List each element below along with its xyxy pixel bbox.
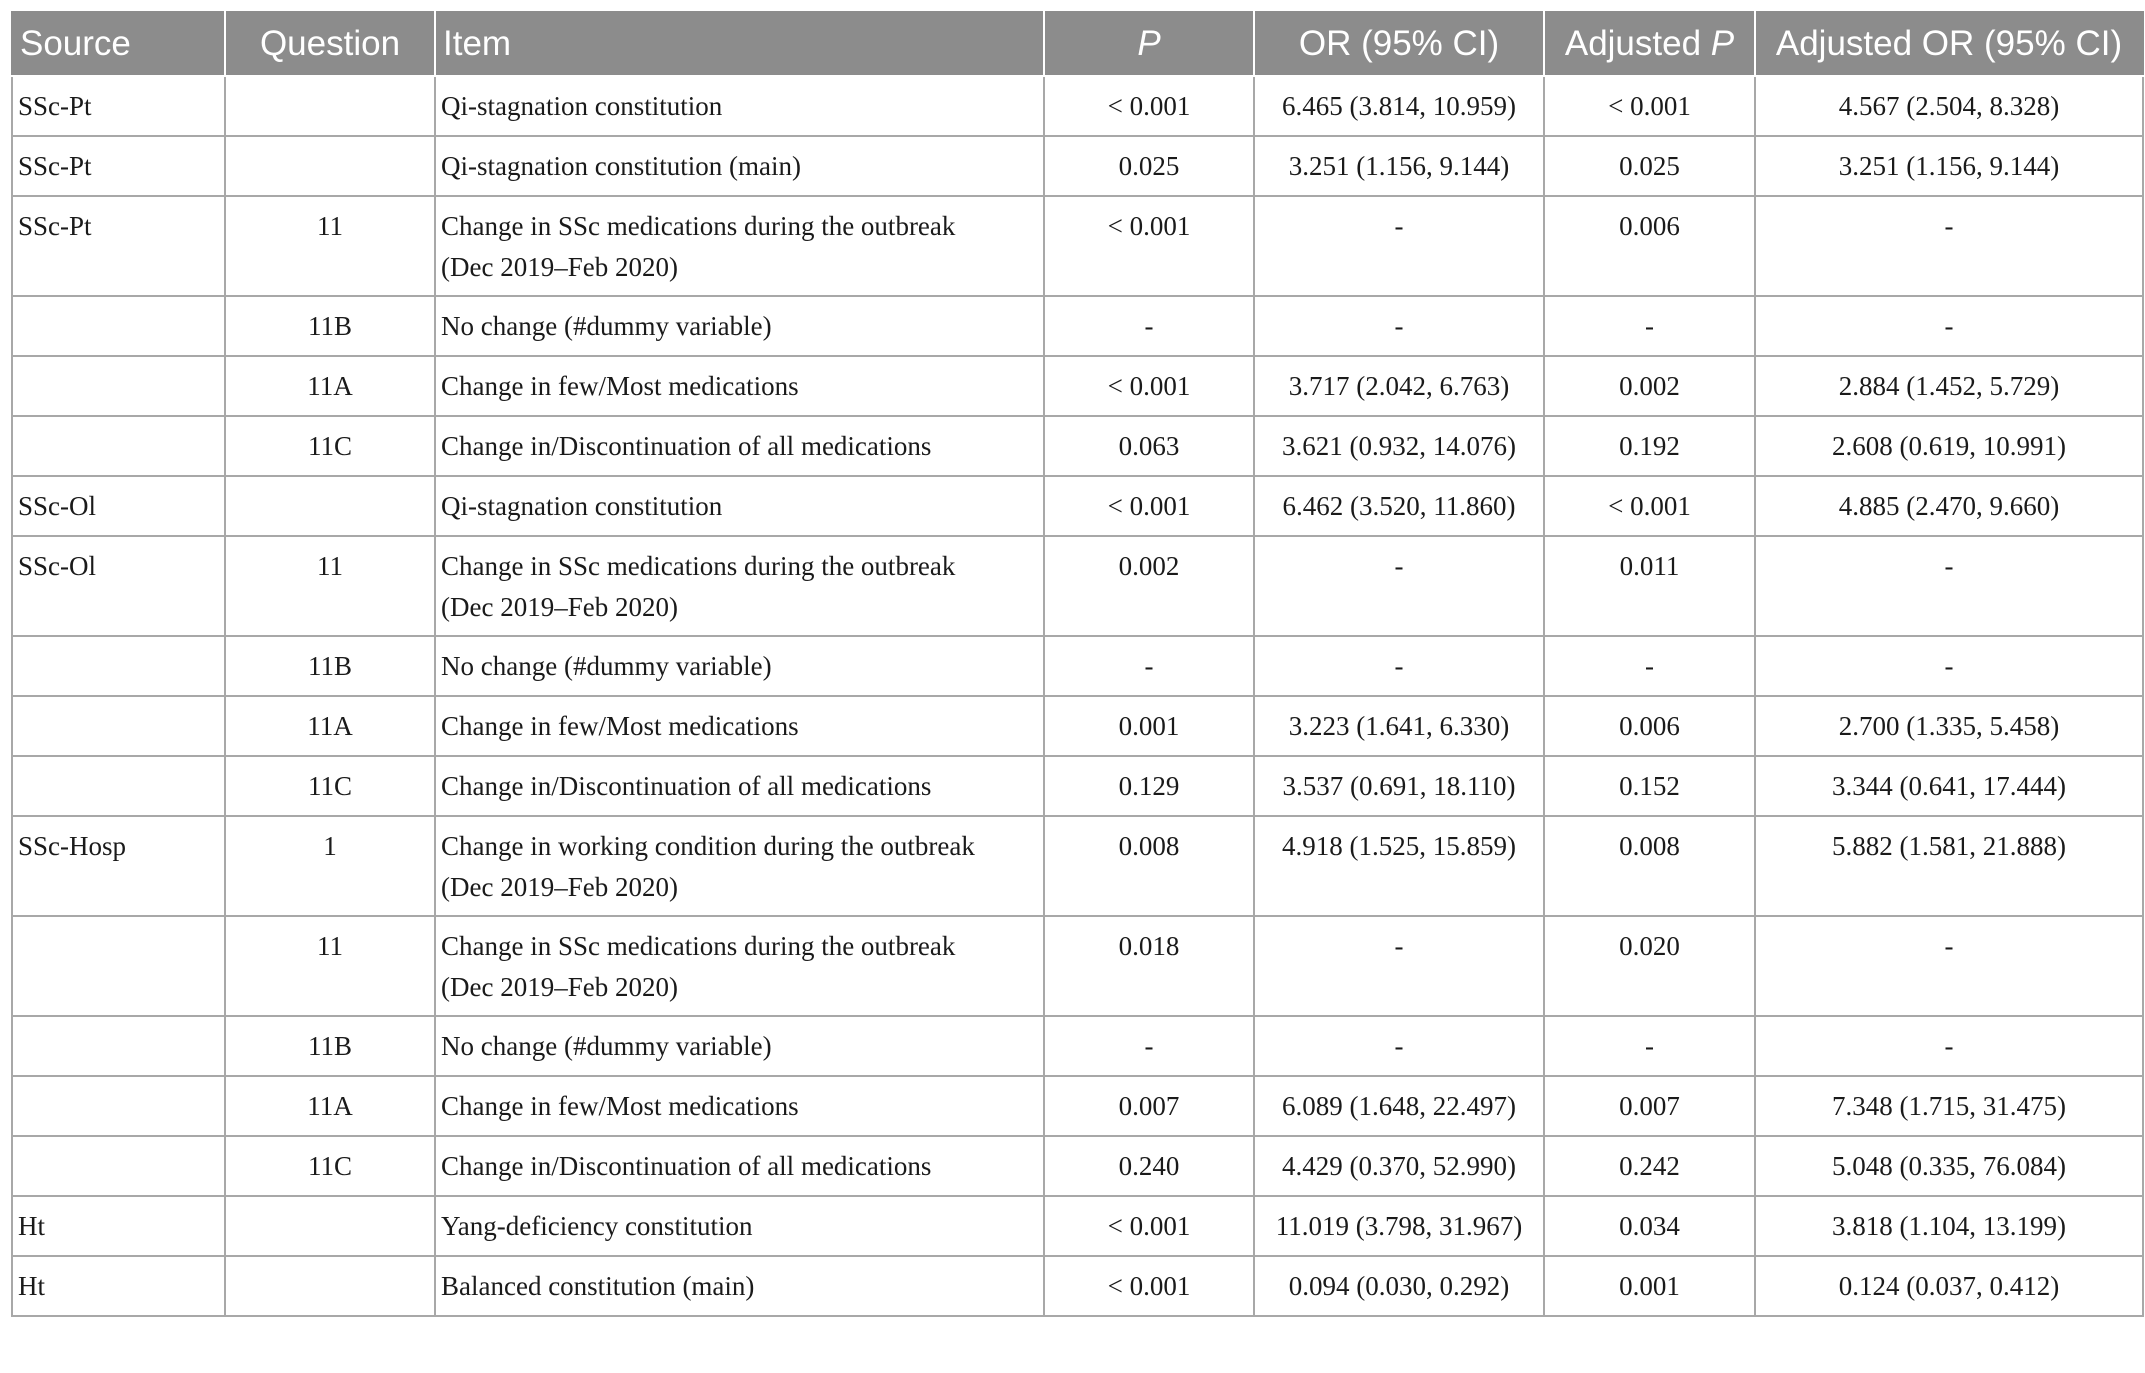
cell-question (225, 1256, 435, 1316)
item-text: Change in/Discontinuation of all medications (441, 1151, 932, 1181)
cell-or: 6.089 (1.648, 22.497) (1254, 1076, 1544, 1136)
cell-or: 0.094 (0.030, 0.292) (1254, 1256, 1544, 1316)
cell-question (225, 136, 435, 196)
cell-item (435, 136, 1044, 196)
cell-p: 0.063 (1044, 416, 1254, 476)
table-row (12, 296, 2143, 356)
cell-adjusted-or: 3.251 (1.156, 9.144) (1755, 136, 2143, 196)
table-body (12, 76, 2143, 1316)
cell-p: - (1044, 636, 1254, 696)
cell-question (225, 476, 435, 536)
cell-question: 1 (225, 816, 435, 916)
table-row (12, 816, 2143, 916)
table-row (12, 756, 2143, 816)
cell-adjusted-or: - (1755, 916, 2143, 1016)
cell-adjusted-or: 2.608 (0.619, 10.991) (1755, 416, 2143, 476)
cell-adjusted-p: 0.002 (1544, 356, 1755, 416)
cell-or: 11.019 (3.798, 31.967) (1254, 1196, 1544, 1256)
cell-adjusted-p: 0.008 (1544, 816, 1755, 916)
cell-question: 11 (225, 916, 435, 1016)
cell-or: 3.251 (1.156, 9.144) (1254, 136, 1544, 196)
cell-source (12, 636, 225, 696)
cell-question: 11C (225, 756, 435, 816)
table-header (12, 12, 2143, 76)
cell-adjusted-p: 0.034 (1544, 1196, 1755, 1256)
cell-p: < 0.001 (1044, 1196, 1254, 1256)
cell-question (225, 1196, 435, 1256)
cell-question: 11A (225, 1076, 435, 1136)
cell-source (12, 1136, 225, 1196)
item-text: No change (#dummy variable) (441, 311, 772, 341)
cell-adjusted-p: 0.152 (1544, 756, 1755, 816)
cell-adjusted-or: 4.567 (2.504, 8.328) (1755, 76, 2143, 136)
table-row (12, 636, 2143, 696)
cell-item (435, 636, 1044, 696)
cell-adjusted-p: 0.001 (1544, 1256, 1755, 1316)
item-text: Qi-stagnation constitution (main) (441, 151, 801, 181)
cell-adjusted-or: 3.818 (1.104, 13.199) (1755, 1196, 2143, 1256)
cell-adjusted-or: - (1755, 296, 2143, 356)
item-text: Yang-deficiency constitution (441, 1211, 753, 1241)
item-text-line2: (Dec 2019–Feb 2020) (441, 872, 678, 902)
header-source: Source (12, 12, 225, 76)
table-row (12, 1136, 2143, 1196)
cell-or: 3.717 (2.042, 6.763) (1254, 356, 1544, 416)
cell-adjusted-p: < 0.001 (1544, 76, 1755, 136)
cell-adjusted-or: - (1755, 636, 2143, 696)
cell-item (435, 756, 1044, 816)
cell-adjusted-p: - (1544, 1016, 1755, 1076)
cell-source (12, 1016, 225, 1076)
cell-p: 0.008 (1044, 816, 1254, 916)
cell-adjusted-or: 2.700 (1.335, 5.458) (1755, 696, 2143, 756)
header-p-text: P (1137, 24, 1161, 63)
item-text: No change (#dummy variable) (441, 651, 772, 681)
cell-p: - (1044, 1016, 1254, 1076)
item-text: Qi-stagnation constitution (441, 491, 723, 521)
header-p (1044, 12, 1254, 76)
cell-source: SSc-Pt (12, 196, 225, 296)
item-text: Change in few/Most medications (441, 711, 799, 741)
cell-or: 6.462 (3.520, 11.860) (1254, 476, 1544, 536)
cell-adjusted-p: 0.242 (1544, 1136, 1755, 1196)
cell-item (435, 196, 1044, 296)
cell-item (435, 1016, 1044, 1076)
cell-p: < 0.001 (1044, 76, 1254, 136)
cell-item (435, 1256, 1044, 1316)
item-text-line2: (Dec 2019–Feb 2020) (441, 972, 678, 1002)
cell-or: 3.223 (1.641, 6.330) (1254, 696, 1544, 756)
cell-or: - (1254, 196, 1544, 296)
cell-question: 11A (225, 356, 435, 416)
cell-adjusted-or: 3.344 (0.641, 17.444) (1755, 756, 2143, 816)
table-row (12, 136, 2143, 196)
cell-source (12, 1076, 225, 1136)
cell-adjusted-p: 0.007 (1544, 1076, 1755, 1136)
header-question: Question (225, 12, 435, 76)
cell-adjusted-p: - (1544, 296, 1755, 356)
cell-item (435, 356, 1044, 416)
cell-adjusted-or: 5.048 (0.335, 76.084) (1755, 1136, 2143, 1196)
cell-source (12, 416, 225, 476)
cell-p: - (1044, 296, 1254, 356)
cell-adjusted-or: - (1755, 196, 2143, 296)
cell-p: < 0.001 (1044, 1256, 1254, 1316)
cell-p: 0.129 (1044, 756, 1254, 816)
item-text: Change in few/Most medications (441, 371, 799, 401)
cell-p: < 0.001 (1044, 476, 1254, 536)
cell-question: 11B (225, 636, 435, 696)
cell-p: 0.007 (1044, 1076, 1254, 1136)
table-row (12, 1196, 2143, 1256)
cell-adjusted-or: 0.124 (0.037, 0.412) (1755, 1256, 2143, 1316)
cell-adjusted-or: - (1755, 536, 2143, 636)
cell-question: 11C (225, 1136, 435, 1196)
cell-item (435, 536, 1044, 636)
cell-source: SSc-Pt (12, 136, 225, 196)
cell-adjusted-p: 0.025 (1544, 136, 1755, 196)
cell-p: < 0.001 (1044, 196, 1254, 296)
cell-adjusted-or: 4.885 (2.470, 9.660) (1755, 476, 2143, 536)
cell-source: SSc-Ol (12, 536, 225, 636)
cell-question: 11 (225, 536, 435, 636)
cell-or: - (1254, 636, 1544, 696)
item-text: Change in SSc medications during the outbreak (441, 551, 956, 581)
header-item: Item (435, 12, 1044, 76)
cell-question (225, 76, 435, 136)
cell-or: - (1254, 1016, 1544, 1076)
cell-source (12, 756, 225, 816)
table-row (12, 196, 2143, 296)
item-text: Change in working condition during the outbreak (441, 831, 975, 861)
cell-source: SSc-Ol (12, 476, 225, 536)
table-row (12, 1256, 2143, 1316)
item-text: No change (#dummy variable) (441, 1031, 772, 1061)
cell-adjusted-p: 0.006 (1544, 696, 1755, 756)
item-text: Change in/Discontinuation of all medications (441, 771, 932, 801)
table-row (12, 76, 2143, 136)
table-row (12, 416, 2143, 476)
item-text: Change in/Discontinuation of all medications (441, 431, 932, 461)
cell-or: - (1254, 296, 1544, 356)
cell-item (435, 76, 1044, 136)
cell-adjusted-p: 0.192 (1544, 416, 1755, 476)
cell-question: 11C (225, 416, 435, 476)
cell-item (435, 816, 1044, 916)
cell-adjusted-p: - (1544, 636, 1755, 696)
cell-source: Ht (12, 1256, 225, 1316)
item-text: Qi-stagnation constitution (441, 91, 723, 121)
cell-item (435, 1136, 1044, 1196)
header-adjusted-p-italic: P (1710, 24, 1735, 63)
cell-or: 4.918 (1.525, 15.859) (1254, 816, 1544, 916)
header-adjusted-or: Adjusted OR (95% CI) (1755, 12, 2143, 76)
cell-question: 11A (225, 696, 435, 756)
results-table (11, 11, 2144, 1317)
cell-item (435, 416, 1044, 476)
cell-question: 11B (225, 1016, 435, 1076)
cell-p: 0.240 (1044, 1136, 1254, 1196)
cell-or: 3.537 (0.691, 18.110) (1254, 756, 1544, 816)
cell-question: 11B (225, 296, 435, 356)
cell-source: SSc-Pt (12, 76, 225, 136)
header-or: OR (95% CI) (1254, 12, 1544, 76)
cell-adjusted-or: 2.884 (1.452, 5.729) (1755, 356, 2143, 416)
cell-source (12, 356, 225, 416)
item-text: Balanced constitution (main) (441, 1271, 755, 1301)
cell-p: 0.025 (1044, 136, 1254, 196)
item-text: Change in SSc medications during the outbreak (441, 211, 956, 241)
cell-adjusted-p: 0.020 (1544, 916, 1755, 1016)
cell-item (435, 296, 1044, 356)
cell-adjusted-p: 0.011 (1544, 536, 1755, 636)
table-row (12, 356, 2143, 416)
cell-or: 4.429 (0.370, 52.990) (1254, 1136, 1544, 1196)
header-adjusted-p (1544, 12, 1755, 76)
cell-source (12, 296, 225, 356)
table-row (12, 536, 2143, 636)
item-text-line2: (Dec 2019–Feb 2020) (441, 592, 678, 622)
cell-item (435, 1196, 1044, 1256)
table-row (12, 1076, 2143, 1136)
table-row (12, 916, 2143, 1016)
item-text-line2: (Dec 2019–Feb 2020) (441, 252, 678, 282)
cell-source (12, 696, 225, 756)
cell-source: SSc-Hosp (12, 816, 225, 916)
cell-p: 0.001 (1044, 696, 1254, 756)
cell-adjusted-or: - (1755, 1016, 2143, 1076)
item-text: Change in SSc medications during the outbreak (441, 931, 956, 961)
table-row (12, 1016, 2143, 1076)
cell-source: Ht (12, 1196, 225, 1256)
cell-adjusted-p: < 0.001 (1544, 476, 1755, 536)
item-text: Change in few/Most medications (441, 1091, 799, 1121)
cell-or: - (1254, 916, 1544, 1016)
cell-question: 11 (225, 196, 435, 296)
cell-item (435, 476, 1044, 536)
cell-source (12, 916, 225, 1016)
cell-or: 6.465 (3.814, 10.959) (1254, 76, 1544, 136)
cell-p: 0.018 (1044, 916, 1254, 1016)
cell-adjusted-or: 7.348 (1.715, 31.475) (1755, 1076, 2143, 1136)
cell-item (435, 916, 1044, 1016)
cell-item (435, 1076, 1044, 1136)
cell-or: - (1254, 536, 1544, 636)
cell-item (435, 696, 1044, 756)
cell-adjusted-or: 5.882 (1.581, 21.888) (1755, 816, 2143, 916)
header-adjusted-p-prefix: Adjusted (1564, 24, 1711, 63)
cell-adjusted-p: 0.006 (1544, 196, 1755, 296)
cell-p: 0.002 (1044, 536, 1254, 636)
table-row (12, 476, 2143, 536)
cell-or: 3.621 (0.932, 14.076) (1254, 416, 1544, 476)
table-row (12, 696, 2143, 756)
cell-p: < 0.001 (1044, 356, 1254, 416)
